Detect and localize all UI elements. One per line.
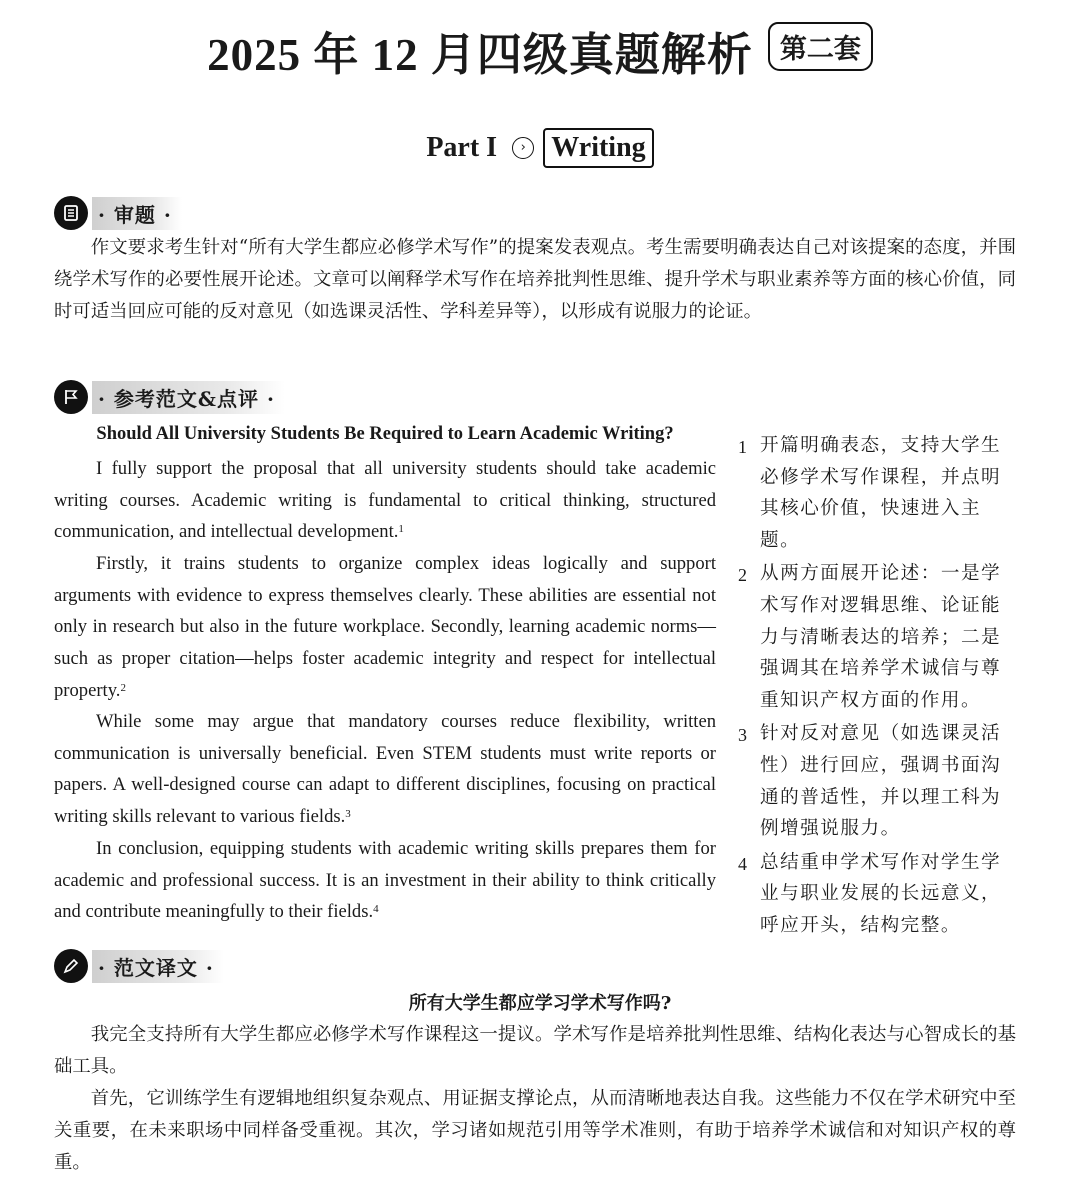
note-number: 2	[738, 565, 747, 586]
section-label-translation: · 范文译文 ·	[92, 950, 224, 983]
note-marker: 4	[373, 903, 379, 916]
note-text: 从两方面展开论述：一是学术写作对逻辑思维、论证能力与清晰表达的培养；二是强调其在培养学术诚信与尊重知识产权方面的作用。	[760, 563, 1002, 711]
note-number: 3	[738, 725, 747, 746]
translation-paragraph: 首先，它训练学生有逻辑地组织复杂观点、用证据支撑论点，从而清晰地表达自我。这些能力不仅在学术研究中至关重要，在未来职场中同样备受重视。其次，学习诸如规范引用等学术准则，有助于培养学术诚信和对知识产权的尊重。	[54, 1088, 1016, 1173]
essay-paragraph-text: In conclusion, equipping students with academic writing skills prepares them for academic and professional success. It is an investment in their ability to think critically and contribute meaningfully to their fields.	[54, 838, 716, 923]
section-label-sample: · 参考范文&点评 ·	[92, 381, 285, 414]
essay-paragraph	[54, 453, 716, 548]
set-badge: 第二套	[768, 22, 873, 71]
note-marker: 3	[345, 808, 351, 821]
note-marker: 2	[120, 681, 126, 694]
section-label-review: · 审题 ·	[92, 197, 182, 230]
note-text: 开篇明确表态，支持大学生必修学术写作课程，并点明其核心价值，快速进入主题。	[760, 435, 1002, 551]
commentary-note	[738, 558, 1020, 716]
commentary-note	[738, 718, 1020, 844]
part-label: Part I	[426, 132, 498, 163]
page-title-text: 2025 年 12 月四级真题解析	[207, 30, 753, 80]
commentary-note	[738, 430, 1020, 556]
review-paragraph: 作文要求考生针对“所有大学生都应必修学术写作”的提案发表观点。考生需要明确表达自己对该提案的态度，并围绕学术写作的必要性展开论述。文章可以阐释学术写作在培养批判性思维、提升学术与职业素养等方面的核心价值，同时可适当回应可能的反对意见（如选课灵活性、学科差异等），以形成有说服力的论证。	[54, 237, 1016, 322]
essay-paragraph	[54, 833, 716, 928]
translation-title: 所有大学生都应学习学术写作吗?	[408, 993, 672, 1014]
page-title	[0, 18, 1080, 83]
section-header-translation	[54, 949, 224, 983]
translation-paragraph: 我完全支持所有大学生都应必修学术写作课程这一提议。学术写作是培养批判性思维、结构化表达与心智成长的基础工具。	[54, 1024, 1016, 1077]
part-section-label: Writing	[543, 128, 653, 168]
commentary-note	[738, 847, 1020, 942]
note-marker: 1	[398, 523, 404, 536]
note-number: 1	[738, 437, 747, 457]
flag-icon	[54, 380, 88, 414]
section-header-sample	[54, 380, 285, 414]
essay-paragraph-text: I fully support the proposal that all university students should take academic writing courses. Academic writing is fundamental to critical thinking, structured communication, and intellectual development.	[54, 458, 716, 543]
note-number: 4	[738, 853, 747, 874]
section-header-review	[54, 196, 182, 230]
essay-paragraph-text: Firstly, it trains students to organize complex ideas logically and support arguments with evidence to express themselves clearly. These abilities are essential not only in research but also in the future workplace. Secondly, learning academic norms—such as proper citation—helps foster academic integrity and respect for intellectual property.	[54, 553, 716, 701]
pen-icon	[54, 949, 88, 983]
note-text: 针对反对意见（如选课灵活性）进行回应，强调书面沟通的普适性，并以理工科为例增强说服力。	[760, 723, 1002, 840]
note-text: 总结重申学术写作对学生学业与职业发展的长远意义，呼应开头，结构完整。	[760, 851, 1002, 936]
part-heading	[0, 128, 1080, 168]
chevron-right-icon: ›	[512, 137, 534, 159]
document-icon	[54, 196, 88, 230]
commentary-notes	[738, 430, 1020, 944]
essay-title: Should All University Students Be Required to Learn Academic Writing?	[96, 424, 674, 444]
essay-paragraph	[54, 548, 716, 707]
essay-paragraph	[54, 706, 716, 833]
essay-paragraph-text: While some may argue that mandatory courses reduce flexibility, written communication is universally beneficial. Even STEM students must write reports or papers. A well-designed course can adapt to different disciplines, focusing on practical writing skills relevant to various fields.	[54, 711, 716, 828]
